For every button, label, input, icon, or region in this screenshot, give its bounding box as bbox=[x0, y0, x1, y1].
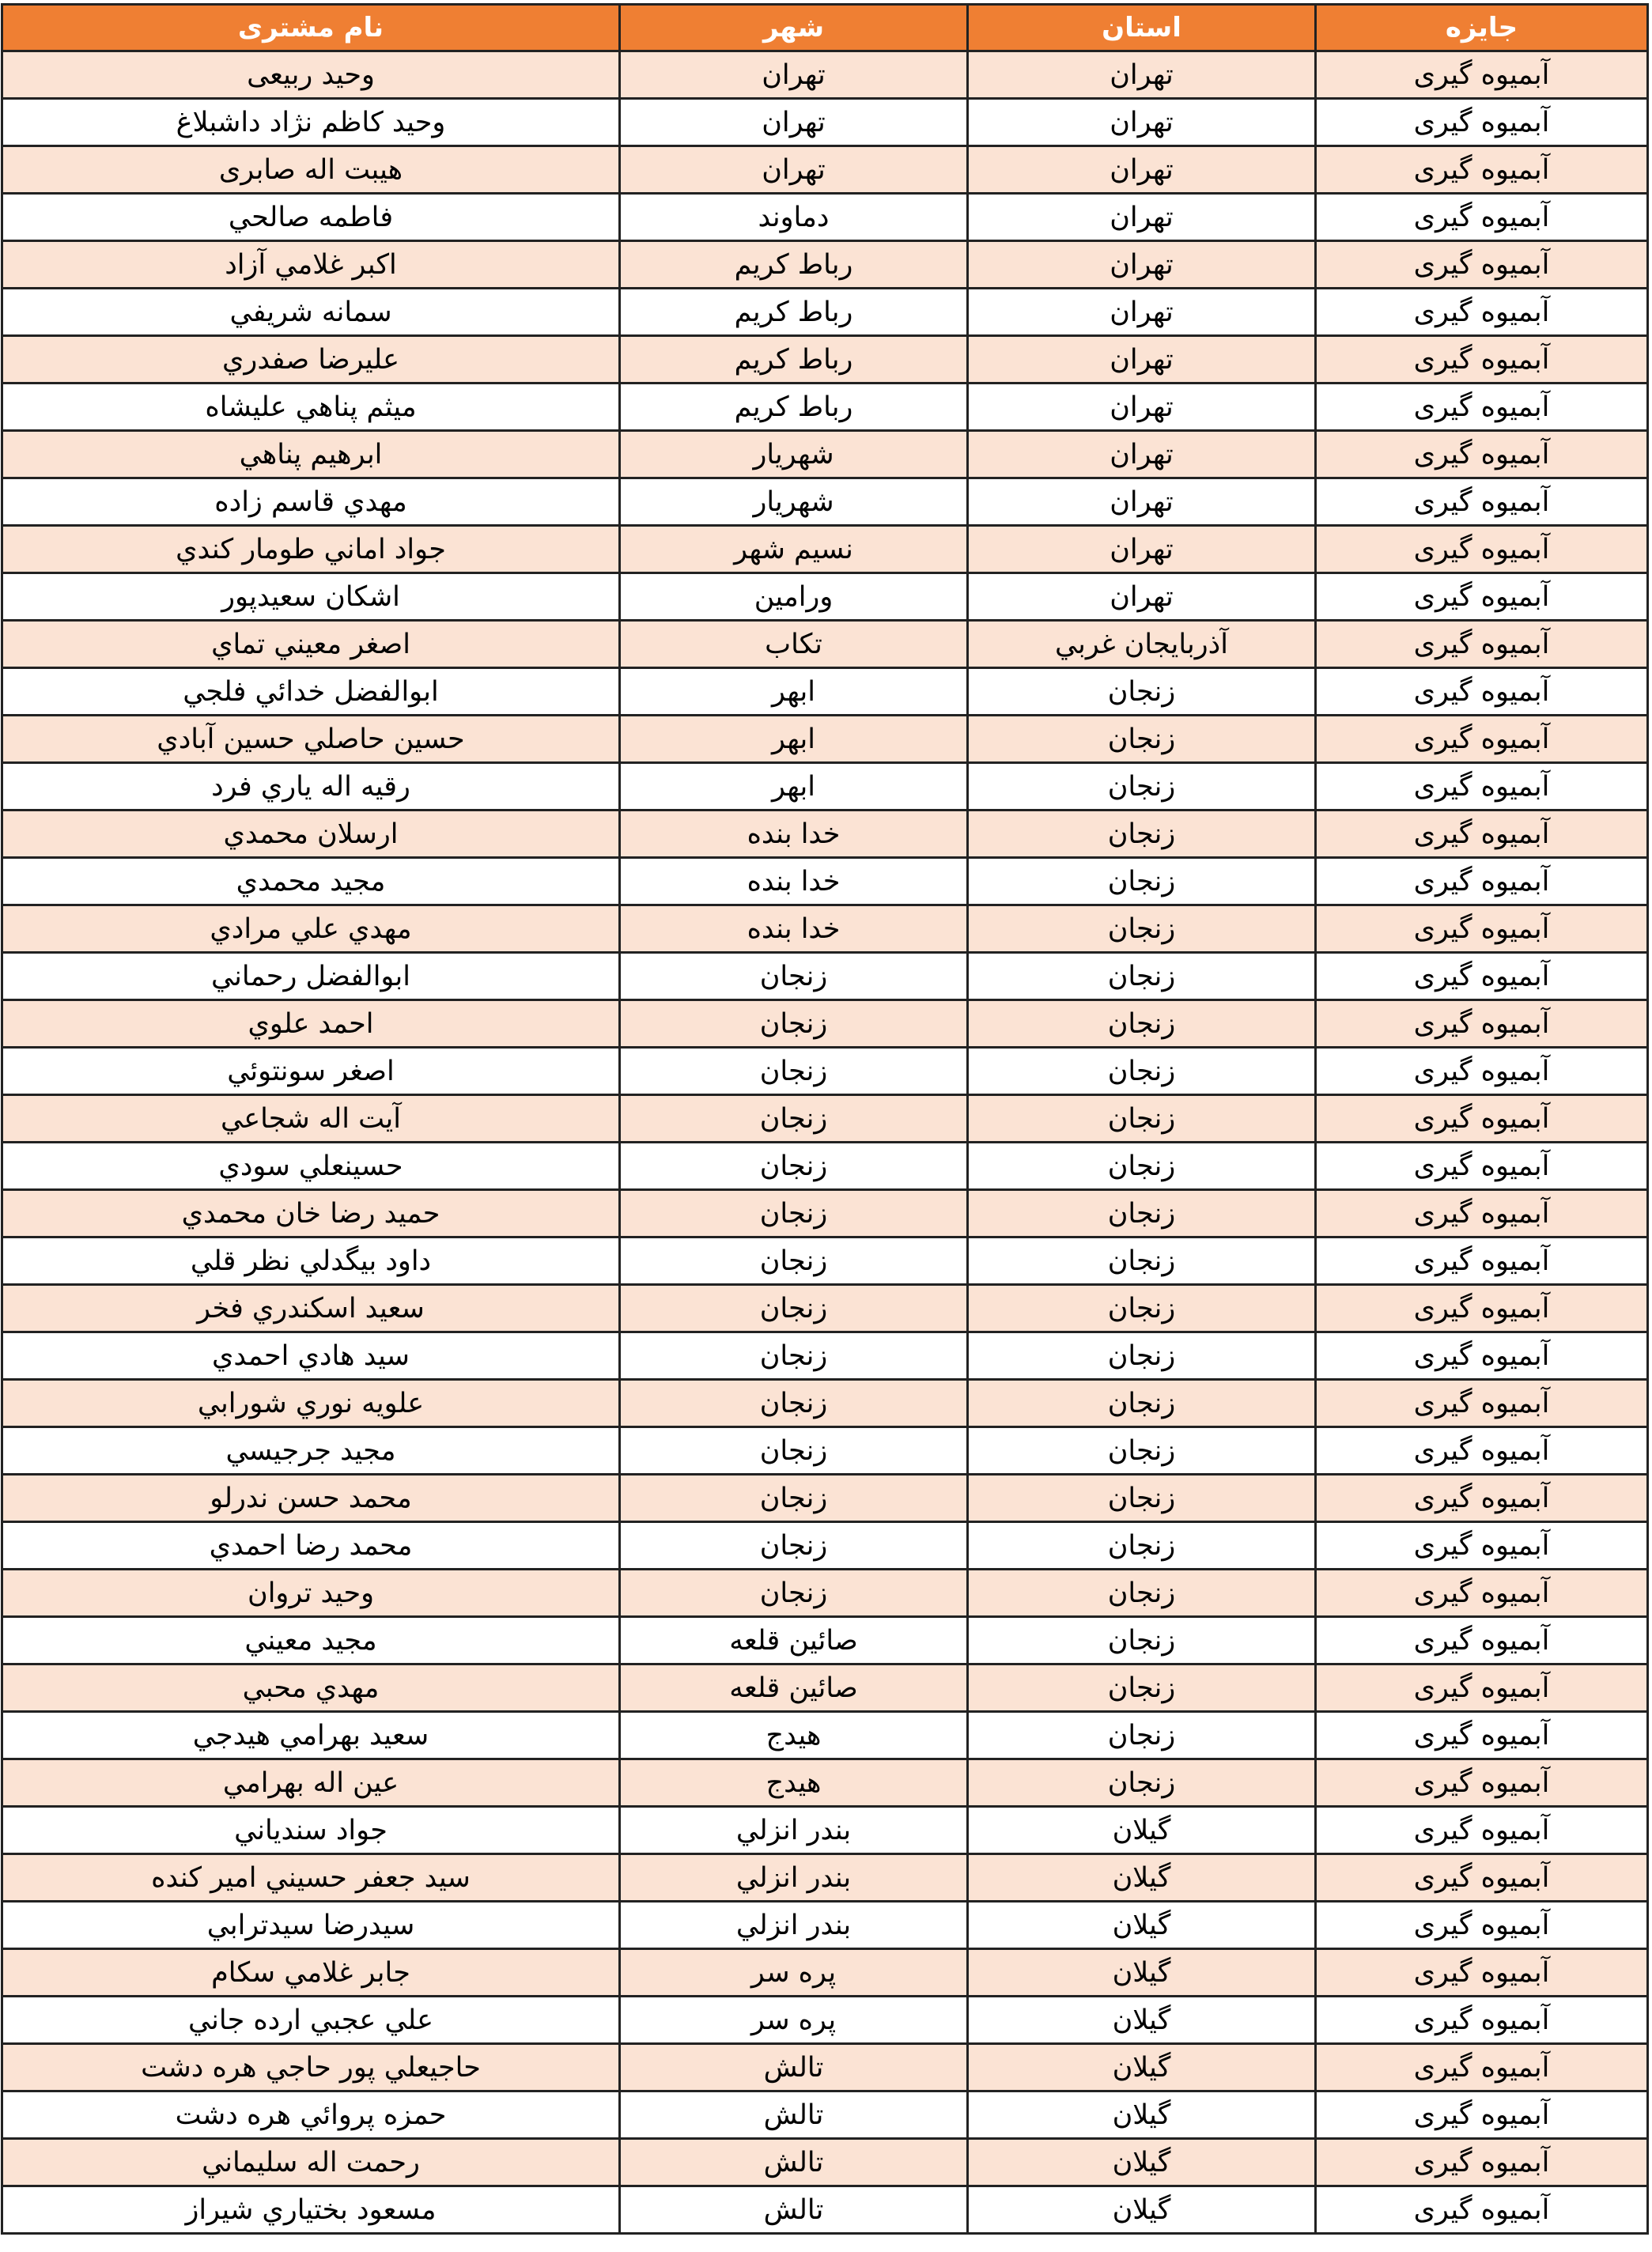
cell-customer-name: مجيد محمدي bbox=[2, 858, 620, 905]
table-row bbox=[2, 194, 1648, 241]
cell-customer-name: سيد جعفر حسيني امير كنده bbox=[2, 1854, 620, 1902]
cell-customer-name: جابر غلامي سكام bbox=[2, 1949, 620, 1997]
cell-province: زنجان bbox=[968, 763, 1316, 810]
table-row bbox=[2, 1712, 1648, 1759]
cell-province: زنجان bbox=[968, 1475, 1316, 1522]
cell-prize: آبمیوه گیری bbox=[1316, 478, 1648, 526]
cell-customer-name: حسينعلي سودي bbox=[2, 1143, 620, 1190]
cell-city: زنجان bbox=[620, 953, 968, 1000]
cell-province: زنجان bbox=[968, 1048, 1316, 1095]
table-body bbox=[2, 51, 1648, 2234]
cell-city: پره سر bbox=[620, 1997, 968, 2044]
cell-province: تهران bbox=[968, 146, 1316, 194]
cell-prize: آبمیوه گیری bbox=[1316, 668, 1648, 716]
cell-customer-name: سعيد بهرامي هيدجي bbox=[2, 1712, 620, 1759]
cell-customer-name: محمد حسن ندرلو bbox=[2, 1475, 620, 1522]
table-row bbox=[2, 1190, 1648, 1237]
table-row bbox=[2, 668, 1648, 716]
cell-city: صائین قلعه bbox=[620, 1664, 968, 1712]
cell-customer-name: ابرهيم پناهي bbox=[2, 431, 620, 478]
table-row bbox=[2, 241, 1648, 289]
table-row bbox=[2, 99, 1648, 146]
cell-city: زنجان bbox=[620, 1143, 968, 1190]
cell-prize: آبمیوه گیری bbox=[1316, 1902, 1648, 1949]
cell-customer-name: عليرضا صفدري bbox=[2, 336, 620, 384]
cell-city: رباط کریم bbox=[620, 241, 968, 289]
cell-customer-name: سمانه شريفي bbox=[2, 289, 620, 336]
table-row bbox=[2, 1902, 1648, 1949]
cell-customer-name: سيد هادي احمدي bbox=[2, 1332, 620, 1380]
cell-province: گیلان bbox=[968, 1807, 1316, 1854]
cell-city: پره سر bbox=[620, 1949, 968, 1997]
cell-city: هیدج bbox=[620, 1712, 968, 1759]
cell-prize: آبمیوه گیری bbox=[1316, 1143, 1648, 1190]
cell-city: تالش bbox=[620, 2044, 968, 2091]
cell-province: تهران bbox=[968, 241, 1316, 289]
cell-city: بندر انزلي bbox=[620, 1902, 968, 1949]
cell-customer-name: مهدي علي مرادي bbox=[2, 905, 620, 953]
cell-city: رباط کریم bbox=[620, 289, 968, 336]
cell-prize: آبمیوه گیری bbox=[1316, 1332, 1648, 1380]
cell-province: گیلان bbox=[968, 1949, 1316, 1997]
table-header bbox=[2, 5, 1648, 51]
cell-customer-name: ابوالفضل خدائي فلجي bbox=[2, 668, 620, 716]
cell-province: تهران bbox=[968, 384, 1316, 431]
table-row bbox=[2, 1570, 1648, 1617]
table-row bbox=[2, 573, 1648, 621]
cell-customer-name: وحید ربیعی bbox=[2, 51, 620, 99]
table-row bbox=[2, 1143, 1648, 1190]
cell-city: نسیم شهر bbox=[620, 526, 968, 573]
cell-province: زنجان bbox=[968, 1427, 1316, 1475]
table-row bbox=[2, 1048, 1648, 1095]
cell-province: زنجان bbox=[968, 810, 1316, 858]
cell-prize: آبمیوه گیری bbox=[1316, 336, 1648, 384]
cell-province: گیلان bbox=[968, 1997, 1316, 2044]
cell-city: ورامین bbox=[620, 573, 968, 621]
cell-city: تالش bbox=[620, 2139, 968, 2186]
cell-city: زنجان bbox=[620, 1522, 968, 1570]
cell-prize: آبمیوه گیری bbox=[1316, 1854, 1648, 1902]
cell-customer-name: محمد رضا احمدي bbox=[2, 1522, 620, 1570]
cell-province: زنجان bbox=[968, 1522, 1316, 1570]
cell-city: زنجان bbox=[620, 1237, 968, 1285]
cell-province: گیلان bbox=[968, 2139, 1316, 2186]
cell-province: زنجان bbox=[968, 1190, 1316, 1237]
cell-city: ابهر bbox=[620, 716, 968, 763]
table-row bbox=[2, 431, 1648, 478]
cell-customer-name: آيت اله شجاعي bbox=[2, 1095, 620, 1143]
cell-customer-name: حمزه پروائي هره دشت bbox=[2, 2091, 620, 2139]
cell-customer-name: ارسلان محمدي bbox=[2, 810, 620, 858]
cell-city: ابهر bbox=[620, 668, 968, 716]
cell-province: زنجان bbox=[968, 1095, 1316, 1143]
cell-customer-name: فاطمه صالحي bbox=[2, 194, 620, 241]
cell-province: زنجان bbox=[968, 858, 1316, 905]
cell-prize: آبمیوه گیری bbox=[1316, 1000, 1648, 1048]
cell-customer-name: ابوالفضل رحماني bbox=[2, 953, 620, 1000]
cell-prize: آبمیوه گیری bbox=[1316, 146, 1648, 194]
cell-prize: آبمیوه گیری bbox=[1316, 241, 1648, 289]
table-row bbox=[2, 478, 1648, 526]
cell-province: زنجان bbox=[968, 716, 1316, 763]
cell-customer-name: ميثم پناهي عليشاه bbox=[2, 384, 620, 431]
cell-province: گیلان bbox=[968, 1902, 1316, 1949]
cell-province: زنجان bbox=[968, 1570, 1316, 1617]
cell-prize: آبمیوه گیری bbox=[1316, 1570, 1648, 1617]
cell-prize: آبمیوه گیری bbox=[1316, 1807, 1648, 1854]
cell-customer-name: حاجيعلي پور حاجي هره دشت bbox=[2, 2044, 620, 2091]
cell-province: زنجان bbox=[968, 1712, 1316, 1759]
cell-city: بندر انزلي bbox=[620, 1807, 968, 1854]
cell-city: تالش bbox=[620, 2091, 968, 2139]
cell-province: آذربایجان غربي bbox=[968, 621, 1316, 668]
cell-city: تالش bbox=[620, 2186, 968, 2234]
cell-city: زنجان bbox=[620, 1380, 968, 1427]
cell-province: گیلان bbox=[968, 2186, 1316, 2234]
cell-customer-name: جواد سندياني bbox=[2, 1807, 620, 1854]
cell-prize: آبمیوه گیری bbox=[1316, 1664, 1648, 1712]
table-row bbox=[2, 1000, 1648, 1048]
table-row bbox=[2, 146, 1648, 194]
cell-customer-name: علي عجبي ارده جاني bbox=[2, 1997, 620, 2044]
cell-city: رباط کریم bbox=[620, 336, 968, 384]
cell-customer-name: اكبر غلامي آزاد bbox=[2, 241, 620, 289]
cell-prize: آبمیوه گیری bbox=[1316, 526, 1648, 573]
cell-city: زنجان bbox=[620, 1190, 968, 1237]
cell-customer-name: علويه نوري شورابي bbox=[2, 1380, 620, 1427]
cell-city: رباط کریم bbox=[620, 384, 968, 431]
cell-prize: آبمیوه گیری bbox=[1316, 2139, 1648, 2186]
cell-city: بندر انزلي bbox=[620, 1854, 968, 1902]
cell-province: زنجان bbox=[968, 668, 1316, 716]
cell-city: تهران bbox=[620, 146, 968, 194]
cell-province: زنجان bbox=[968, 1759, 1316, 1807]
header-prize: جایزه bbox=[1316, 5, 1648, 51]
cell-province: تهران bbox=[968, 51, 1316, 99]
cell-province: زنجان bbox=[968, 1285, 1316, 1332]
header-row bbox=[2, 5, 1648, 51]
table-row bbox=[2, 905, 1648, 953]
cell-prize: آبمیوه گیری bbox=[1316, 99, 1648, 146]
cell-city: ابهر bbox=[620, 763, 968, 810]
cell-customer-name: مجيد جرجيسي bbox=[2, 1427, 620, 1475]
cell-province: زنجان bbox=[968, 1143, 1316, 1190]
cell-customer-name: هیبت اله صابری bbox=[2, 146, 620, 194]
cell-city: خدا بنده bbox=[620, 905, 968, 953]
cell-province: تهران bbox=[968, 336, 1316, 384]
cell-prize: آبمیوه گیری bbox=[1316, 1617, 1648, 1664]
table-row bbox=[2, 1617, 1648, 1664]
cell-city: زنجان bbox=[620, 1332, 968, 1380]
table-row bbox=[2, 2139, 1648, 2186]
cell-province: زنجان bbox=[968, 1237, 1316, 1285]
cell-prize: آبمیوه گیری bbox=[1316, 810, 1648, 858]
cell-customer-name: مهدي قاسم زاده bbox=[2, 478, 620, 526]
table-row bbox=[2, 2186, 1648, 2234]
cell-province: تهران bbox=[968, 194, 1316, 241]
cell-province: زنجان bbox=[968, 1664, 1316, 1712]
cell-city: خدا بنده bbox=[620, 810, 968, 858]
table-row bbox=[2, 1475, 1648, 1522]
table-row bbox=[2, 621, 1648, 668]
cell-city: زنجان bbox=[620, 1475, 968, 1522]
cell-province: تهران bbox=[968, 99, 1316, 146]
cell-prize: آبمیوه گیری bbox=[1316, 1427, 1648, 1475]
cell-city: زنجان bbox=[620, 1048, 968, 1095]
cell-customer-name: اصغر معيني تماي bbox=[2, 621, 620, 668]
cell-customer-name: وحيد تروان bbox=[2, 1570, 620, 1617]
cell-customer-name: اصغر سونتوئي bbox=[2, 1048, 620, 1095]
cell-customer-name: رقيه اله ياري فرد bbox=[2, 763, 620, 810]
cell-province: تهران bbox=[968, 526, 1316, 573]
cell-customer-name: مسعود بختياري شيراز bbox=[2, 2186, 620, 2234]
cell-city: زنجان bbox=[620, 1000, 968, 1048]
table-row bbox=[2, 716, 1648, 763]
table-row bbox=[2, 1380, 1648, 1427]
cell-city: خدا بنده bbox=[620, 858, 968, 905]
cell-customer-name: حسين حاصلي حسين آبادي bbox=[2, 716, 620, 763]
table-row bbox=[2, 953, 1648, 1000]
cell-city: تکاب bbox=[620, 621, 968, 668]
table-row bbox=[2, 1759, 1648, 1807]
cell-city: دماوند bbox=[620, 194, 968, 241]
cell-prize: آبمیوه گیری bbox=[1316, 1048, 1648, 1095]
cell-city: صائین قلعه bbox=[620, 1617, 968, 1664]
cell-city: زنجان bbox=[620, 1427, 968, 1475]
cell-prize: آبمیوه گیری bbox=[1316, 1997, 1648, 2044]
table-row bbox=[2, 289, 1648, 336]
table-row bbox=[2, 1949, 1648, 1997]
cell-province: زنجان bbox=[968, 953, 1316, 1000]
cell-prize: آبمیوه گیری bbox=[1316, 1380, 1648, 1427]
cell-province: گیلان bbox=[968, 1854, 1316, 1902]
cell-city: تهران bbox=[620, 51, 968, 99]
cell-prize: آبمیوه گیری bbox=[1316, 289, 1648, 336]
cell-prize: آبمیوه گیری bbox=[1316, 2186, 1648, 2234]
cell-city: زنجان bbox=[620, 1095, 968, 1143]
cell-prize: آبمیوه گیری bbox=[1316, 1522, 1648, 1570]
cell-province: تهران bbox=[968, 478, 1316, 526]
table-row bbox=[2, 526, 1648, 573]
table-row bbox=[2, 1095, 1648, 1143]
cell-city: تهران bbox=[620, 99, 968, 146]
cell-prize: آبمیوه گیری bbox=[1316, 621, 1648, 668]
cell-province: تهران bbox=[968, 431, 1316, 478]
cell-customer-name: رحمت اله سليماني bbox=[2, 2139, 620, 2186]
cell-prize: آبمیوه گیری bbox=[1316, 1759, 1648, 1807]
cell-city: هیدج bbox=[620, 1759, 968, 1807]
table-row bbox=[2, 51, 1648, 99]
cell-prize: آبمیوه گیری bbox=[1316, 1285, 1648, 1332]
cell-province: زنجان bbox=[968, 1332, 1316, 1380]
table-row bbox=[2, 2044, 1648, 2091]
cell-prize: آبمیوه گیری bbox=[1316, 1190, 1648, 1237]
table-row bbox=[2, 1522, 1648, 1570]
cell-customer-name: احمد علوي bbox=[2, 1000, 620, 1048]
cell-prize: آبمیوه گیری bbox=[1316, 1712, 1648, 1759]
cell-city: شهریار bbox=[620, 478, 968, 526]
winners-table bbox=[1, 3, 1649, 2235]
cell-province: زنجان bbox=[968, 905, 1316, 953]
cell-prize: آبمیوه گیری bbox=[1316, 51, 1648, 99]
cell-city: زنجان bbox=[620, 1285, 968, 1332]
cell-customer-name: مجيد معيني bbox=[2, 1617, 620, 1664]
cell-prize: آبمیوه گیری bbox=[1316, 858, 1648, 905]
table-row bbox=[2, 1997, 1648, 2044]
cell-customer-name: حميد رضا خان محمدي bbox=[2, 1190, 620, 1237]
cell-province: تهران bbox=[968, 573, 1316, 621]
cell-prize: آبمیوه گیری bbox=[1316, 2091, 1648, 2139]
header-province: استان bbox=[968, 5, 1316, 51]
cell-customer-name: جواد اماني طومار كندي bbox=[2, 526, 620, 573]
cell-prize: آبمیوه گیری bbox=[1316, 1475, 1648, 1522]
table-row bbox=[2, 336, 1648, 384]
cell-province: تهران bbox=[968, 289, 1316, 336]
table-row bbox=[2, 1332, 1648, 1380]
table-row bbox=[2, 1664, 1648, 1712]
table-row bbox=[2, 1807, 1648, 1854]
cell-customer-name: وحید کاظم نژاد داشبلاغ bbox=[2, 99, 620, 146]
cell-province: گیلان bbox=[968, 2091, 1316, 2139]
cell-prize: آبمیوه گیری bbox=[1316, 1237, 1648, 1285]
cell-city: شهریار bbox=[620, 431, 968, 478]
table-row bbox=[2, 384, 1648, 431]
table-row bbox=[2, 763, 1648, 810]
header-customer-name: نام مشتری bbox=[2, 5, 620, 51]
cell-prize: آبمیوه گیری bbox=[1316, 2044, 1648, 2091]
table-row bbox=[2, 1427, 1648, 1475]
cell-prize: آبمیوه گیری bbox=[1316, 384, 1648, 431]
cell-prize: آبمیوه گیری bbox=[1316, 194, 1648, 241]
table-row bbox=[2, 810, 1648, 858]
cell-prize: آبمیوه گیری bbox=[1316, 953, 1648, 1000]
cell-prize: آبمیوه گیری bbox=[1316, 905, 1648, 953]
cell-province: زنجان bbox=[968, 1617, 1316, 1664]
cell-province: زنجان bbox=[968, 1380, 1316, 1427]
cell-prize: آبمیوه گیری bbox=[1316, 1095, 1648, 1143]
cell-customer-name: عين اله بهرامي bbox=[2, 1759, 620, 1807]
cell-prize: آبمیوه گیری bbox=[1316, 573, 1648, 621]
header-city: شهر bbox=[620, 5, 968, 51]
cell-prize: آبمیوه گیری bbox=[1316, 716, 1648, 763]
cell-customer-name: اشكان سعيدپور bbox=[2, 573, 620, 621]
table-row bbox=[2, 1285, 1648, 1332]
table-row bbox=[2, 858, 1648, 905]
cell-province: زنجان bbox=[968, 1000, 1316, 1048]
cell-prize: آبمیوه گیری bbox=[1316, 763, 1648, 810]
cell-prize: آبمیوه گیری bbox=[1316, 431, 1648, 478]
table-row bbox=[2, 1237, 1648, 1285]
cell-province: گیلان bbox=[968, 2044, 1316, 2091]
cell-customer-name: مهدي محبي bbox=[2, 1664, 620, 1712]
cell-prize: آبمیوه گیری bbox=[1316, 1949, 1648, 1997]
cell-customer-name: داود بيگدلي نظر قلي bbox=[2, 1237, 620, 1285]
cell-customer-name: سيدرضا سيدترابي bbox=[2, 1902, 620, 1949]
table-row bbox=[2, 2091, 1648, 2139]
cell-city: زنجان bbox=[620, 1570, 968, 1617]
cell-customer-name: سعيد اسكندري فخر bbox=[2, 1285, 620, 1332]
table-row bbox=[2, 1854, 1648, 1902]
